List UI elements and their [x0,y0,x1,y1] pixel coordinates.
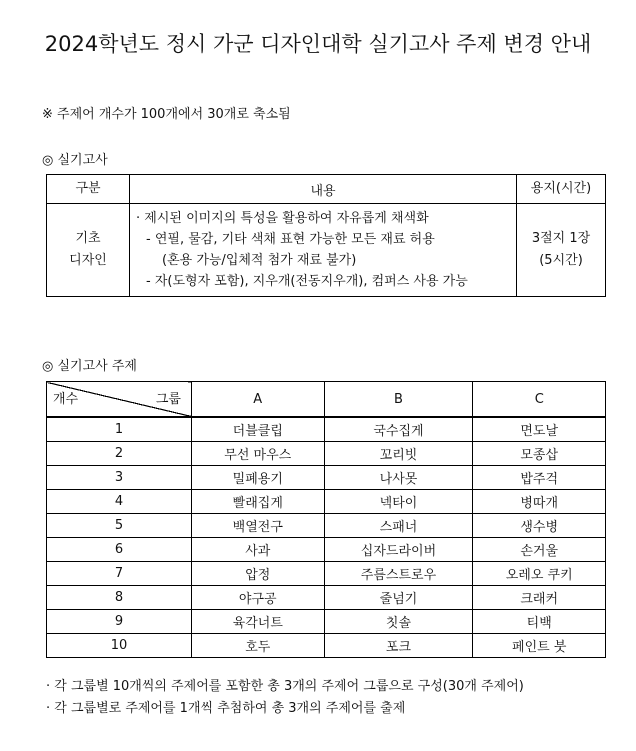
section-heading-exam: ◎ 실기고사 [42,153,108,168]
footnote-2: · 각 그룹별로 주제어를 1개씩 추첨하여 총 3개의 주제어를 출제 [46,701,406,716]
row-number: 4 [47,490,192,514]
category-line2: 디자인 [69,253,107,268]
row-number: 8 [47,586,192,610]
content-cell [130,204,517,297]
time-text: (5시간) [539,253,583,268]
topic-b: 나사못 [324,466,473,490]
topic-a: 무선 마우스 [192,442,325,466]
topic-a: 더블클립 [192,417,325,442]
topic-a: 압정 [192,562,325,586]
exam-info-row [47,204,606,297]
section-heading-topics: ◎ 실기고사 주제 [42,359,137,374]
category-line1: 기초 [75,231,101,246]
topic-a: 빨래집게 [192,490,325,514]
table-row [47,514,606,538]
topic-c: 티백 [473,610,606,634]
table-row [47,562,606,586]
table-row [47,490,606,514]
row-number: 2 [47,442,192,466]
row-number: 5 [47,514,192,538]
corner-header-cell [47,382,192,418]
paper-text: 3절지 1장 [531,231,591,246]
topic-b: 국수집게 [324,417,473,442]
topic-b: 줄넘기 [324,586,473,610]
table-row [47,442,606,466]
corner-label-count: 개수 [53,392,79,407]
row-number: 6 [47,538,192,562]
topic-a: 사과 [192,538,325,562]
content-line-4: - 자(도형자 포함), 지우개(전동지우개), 컴퍼스 사용 가능 [146,274,468,289]
header-paper-time: 용지(시간) [517,175,606,204]
topic-b: 스패너 [324,514,473,538]
topic-c: 페인트 붓 [473,634,606,658]
topic-a: 야구공 [192,586,325,610]
topic-b: 넥타이 [324,490,473,514]
exam-info-table [46,174,606,297]
page-title: 2024학년도 정시 가군 디자인대학 실기고사 주제 변경 안내 [44,32,592,56]
topic-b: 꼬리빗 [324,442,473,466]
row-number: 1 [47,417,192,442]
paper-time-cell [517,204,606,297]
topic-a: 백열전구 [192,514,325,538]
category-cell [47,204,130,297]
topic-c: 오레오 쿠키 [473,562,606,586]
row-number: 9 [47,610,192,634]
table-row [47,417,606,442]
topics-table [46,381,606,658]
topic-b: 칫솔 [324,610,473,634]
topic-c: 크래커 [473,586,606,610]
topic-a: 밀폐용기 [192,466,325,490]
topic-b: 십자드라이버 [324,538,473,562]
table-row [47,634,606,658]
exam-info-header-row [47,175,606,204]
table-row [47,610,606,634]
topic-b: 포크 [324,634,473,658]
group-header-b: B [324,382,473,418]
content-line-1: · 제시된 이미지의 특성을 활용하여 자유롭게 채색화 [136,211,429,226]
topic-c: 밥주걱 [473,466,606,490]
table-row [47,586,606,610]
header-content: 내용 [130,175,517,204]
table-row [47,538,606,562]
topics-header-row [47,382,606,418]
group-header-c: C [473,382,606,418]
table-row [47,466,606,490]
footnote-1: · 각 그룹별 10개씩의 주제어를 포함한 총 3개의 주제어 그룹으로 구성(30개 주제어) [46,679,524,694]
topic-a: 호두 [192,634,325,658]
corner-label-group: 그룹 [155,392,181,407]
topic-c: 병따개 [473,490,606,514]
group-header-a: A [192,382,325,418]
row-number: 7 [47,562,192,586]
topic-c: 면도날 [473,417,606,442]
topic-b: 주름스트로우 [324,562,473,586]
topic-a: 육각너트 [192,610,325,634]
header-category: 구분 [47,175,130,204]
notice-text: ※ 주제어 개수가 100개에서 30개로 축소됨 [42,107,291,122]
content-line-2: - 연필, 물감, 기타 색채 표현 가능한 모든 재료 허용 [146,232,435,247]
topic-c: 모종삽 [473,442,606,466]
row-number: 3 [47,466,192,490]
content-line-3: (혼용 가능/입체적 첨가 재료 불가) [162,253,357,268]
topic-c: 손거울 [473,538,606,562]
topic-c: 생수병 [473,514,606,538]
row-number: 10 [47,634,192,658]
